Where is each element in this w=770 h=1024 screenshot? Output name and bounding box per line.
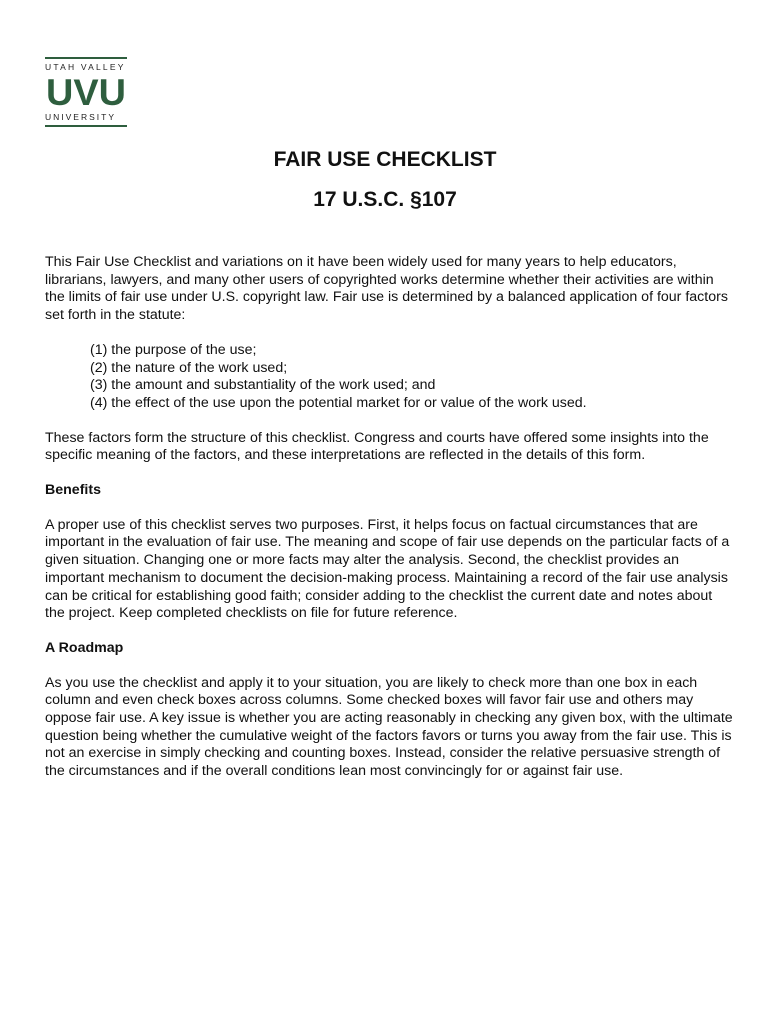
factor-item: (1) the purpose of the use; xyxy=(90,341,257,358)
logo-mark-text: UVU xyxy=(46,74,126,108)
roadmap-heading: A Roadmap xyxy=(45,639,124,656)
factor-item: (3) the amount and substantiality of the work used; and xyxy=(90,377,436,394)
page-title: FAIR USE CHECKLIST xyxy=(273,148,497,171)
factor-item: (4) the effect of the use upon the potential market for or value of the work used. xyxy=(90,394,587,411)
logo-top-text: UTAH VALLEY xyxy=(45,57,127,72)
uvu-logo xyxy=(45,57,127,127)
benefits-heading: Benefits xyxy=(45,482,101,499)
factors-note-paragraph: These factors form the structure of this checklist. Congress and courts have offered some insights into the specific meaning of the factors, and these interpretations are reflected in the details of this form. xyxy=(45,429,709,464)
factor-item: (2) the nature of the work used; xyxy=(90,359,288,376)
intro-paragraph: This Fair Use Checklist and variations on it have been widely used for many years to help educators, librarians, lawyers, and many other users of copyrighted works determine whether their activities are within the limits of fair use under U.S. copyright law. Fair use is determined by a balanced application of four factors set forth in the statute: xyxy=(45,254,728,324)
benefits-paragraph: A proper use of this checklist serves two purposes. First, it helps focus on factual circumstances that are important in the evaluation of fair use. The meaning and scope of fair use depends on the particular facts of a given situation. Changing one or more facts may alter the analysis. Second, the checklist provides an important mechanism to document the decision-making process. Maintaining a record of the fair use analysis can be critical for establishing good faith; consider adding to the checklist the current date and notes about the project. Keep completed checklists on file for future reference. xyxy=(45,516,730,622)
logo-bottom-text: UNIVERSITY xyxy=(45,112,127,127)
page-subtitle: 17 U.S.C. §107 xyxy=(313,188,457,211)
document-body xyxy=(45,254,735,798)
factors-list xyxy=(45,342,735,413)
roadmap-paragraph: As you use the checklist and apply it to your situation, you are likely to check more than one box in each column and even check boxes across columns. Some checked boxes will favor fair use and others may oppose fair use. A key issue is whether you are acting reasonably in checking any given box, with the ultimate question being whether the cumulative weight of the factors favors or turns you away from the fair use. This is not an exercise in simply checking and counting boxes. Instead, consider the relative persuasive strength of the circumstances and if the overall conditions lean most convincingly for or against fair use. xyxy=(45,674,733,780)
uvu-wordmark xyxy=(45,74,127,108)
